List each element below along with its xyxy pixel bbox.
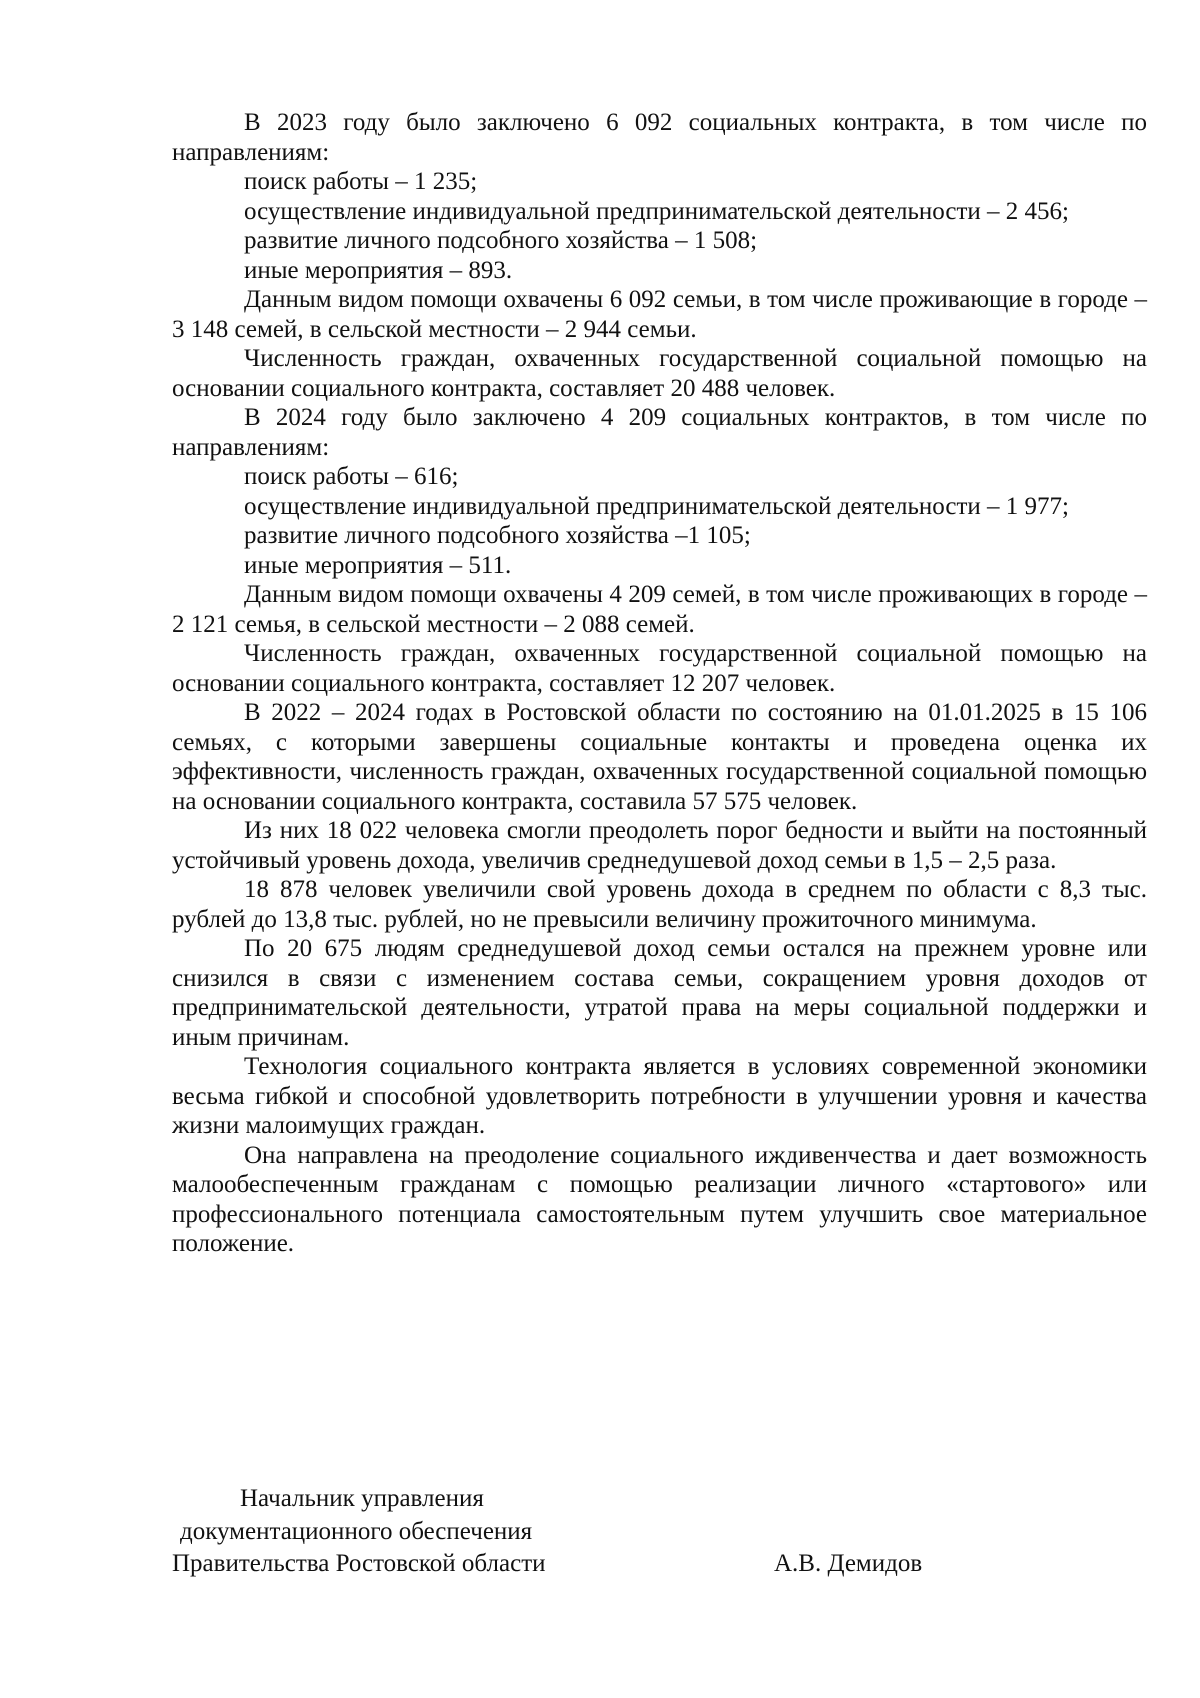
paragraph-income-increase: 18 878 человек увеличили свой уровень дохода в среднем по области с 8,3 тыс. рублей до 13,8 тыс. рублей, но не превысили величину прожиточного минимума. [172, 876, 1147, 933]
signature-position-line3: Правительства Ростовской области [172, 1550, 546, 1577]
paragraph-2024-intro: В 2024 году было заключено 4 209 социальных контрактов, в том числе по направлениям: [172, 404, 1147, 461]
list-item-job-search-2023: поиск работы – 1 235; [244, 168, 478, 195]
signature-position-line2: документационного обеспечения [180, 1517, 533, 1545]
document-body [172, 108, 1147, 1259]
paragraph-families-2024: Данным видом помощи охвачены 4 209 семей, в том числе проживающих в городе – 2 121 семья, в сельской местности – 2 088 семей. [172, 581, 1147, 638]
signature-position-line3-wrapper [172, 1548, 1147, 1581]
signature-position-line1: Начальник управления [240, 1485, 484, 1512]
paragraph-conclusion: Она направлена на преодоление социального иждивенчества и дает возможность малообеспеченным гражданам с помощью реализации личного «стартового» или профессионального потенциала самостоятельным путем улучшить свое материальное положение. [172, 1141, 1147, 1257]
paragraph-citizens-2023: Численность граждан, охваченных государственной социальной помощью на основании социального контракта, составляет 20 488 человек. [172, 345, 1147, 402]
paragraph-2023-intro: В 2023 году было заключено 6 092 социальных контракта, в том числе по направлениям: [172, 109, 1147, 166]
list-item-entrepreneurship-2023: осуществление индивидуальной предпринимательской деятельности – 2 456; [244, 197, 1069, 225]
list-item-job-search-2024: поиск работы – 616; [244, 463, 459, 490]
paragraph-citizens-2024: Численность граждан, охваченных государственной социальной помощью на основании социального контракта, составляет 12 207 человек. [172, 640, 1147, 697]
paragraph-families-2023: Данным видом помощи охвачены 6 092 семьи, в том числе проживающие в городе – 3 148 семей, в сельской местности – 2 944 семьи. [172, 286, 1147, 343]
signature-block [172, 1483, 1147, 1581]
list-item-other-2024: иные мероприятия – 511. [244, 551, 512, 579]
list-item-entrepreneurship-2024: осуществление индивидуальной предпринимательской деятельности – 1 977; [244, 492, 1069, 520]
list-item-other-2023: иные мероприятия – 893. [244, 256, 513, 284]
paragraph-technology: Технология социального контракта является в условиях современной экономики весьма гибкой и способной удовлетворить потребности в улучшении уровня и качества жизни малоимущих граждан. [172, 1053, 1147, 1139]
paragraph-poverty-exit: Из них 18 022 человека смогли преодолеть порог бедности и выйти на постоянный устойчивый уровень дохода, увеличив среднедушевой доход семьи в 1,5 – 2,5 раза. [172, 817, 1147, 874]
list-item-household-2024: развитие личного подсобного хозяйства –1 105; [244, 522, 751, 549]
list-item-household-2023: развитие личного подсобного хозяйства – 1 508; [244, 227, 758, 254]
paragraph-income-unchanged: По 20 675 людям среднедушевой доход семьи остался на прежнем уровне или снизился в связи с изменением состава семьи, сокращением уровня доходов от предпринимательской деятельности, утратой права на меры социальной поддержки и иным причинам. [172, 935, 1147, 1051]
signatory-name: А.В. Демидов [774, 1550, 923, 1577]
paragraph-2022-2024-summary: В 2022 – 2024 годах в Ростовской области по состоянию на 01.01.2025 в 15 106 семьях, с которыми завершены социальные контакты и проведена оценка их эффективности, численность граждан, охваченных государственной социальной помощью на основании социального контракта, составила 57 575 человек. [172, 699, 1147, 815]
